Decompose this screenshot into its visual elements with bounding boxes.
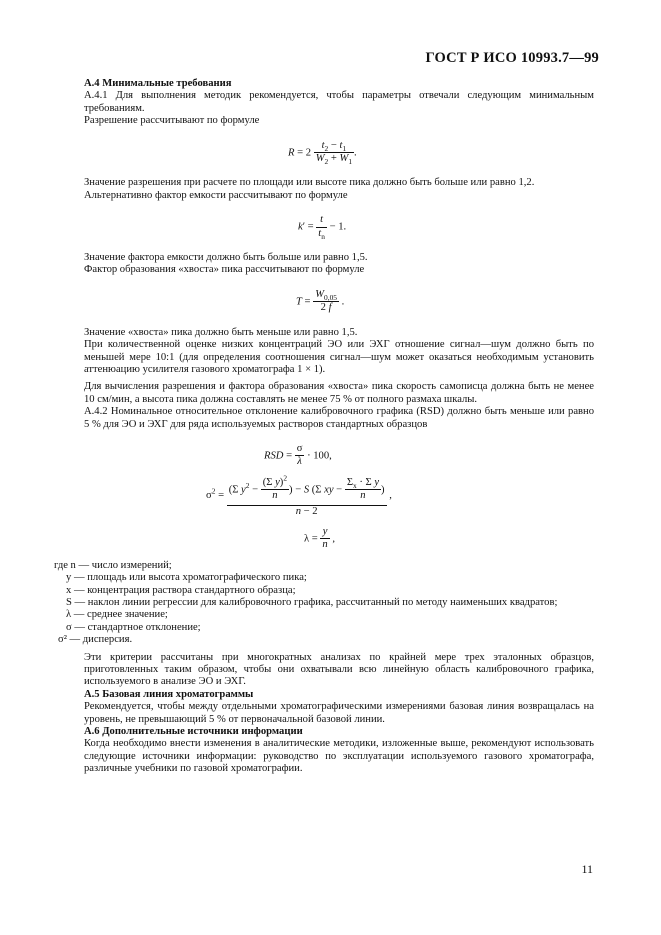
standard-header: ГОСТ Р ИСО 10993.7—99: [425, 50, 599, 66]
resolution-value: Значение разрешения при расчете по площади или высоте пика должно быть больше или равно 1,2.: [84, 177, 535, 189]
definition-n: где n — число измерений;: [54, 559, 172, 571]
formula-tail: T = $\frac{W_{0,05}}{2 f}$ .: [296, 288, 345, 314]
formula-capacity: k′ = $\frac{t}{t_n}$ − 1.: [298, 214, 347, 241]
document-body: [54, 78, 594, 776]
definition-x: x — концентрация раствора стандартного образца;: [66, 584, 296, 596]
resolution-intro: Разрешение рассчитывают по формуле: [84, 115, 260, 127]
tail-intro: Фактор образования «хвоста» пика рассчитывают по формуле: [84, 264, 365, 276]
speed-paragraph: Для вычисления разрешения и фактора образования «хвоста» пика скорость самописца должна быть не менее 10 см/мин, а высота пика должна составлять не менее 75 % от полного размаха шкалы.: [84, 381, 594, 405]
definition-sigma: σ — стандартное отклонение;: [66, 621, 201, 633]
definition-lambda: λ — среднее значение;: [66, 609, 168, 621]
formula-resolution: R = 2 $\frac{t_2 - t_1}{W_2 + W_1}$ .: [288, 139, 357, 167]
section-a4-title: А.4 Минимальные требования: [84, 78, 232, 89]
definition-s: S — наклон линии регрессии для калибровочного графика, рассчитанный по методу наименьших квадратов;: [66, 597, 558, 608]
paragraph-a6: Когда необходимо внести изменения в аналитические методики, изложенные выше, рекомендуют использовать следующие источники информации: руководство по эксплуатации используемого газового хроматографа, различные учебники по газовой хроматографии.: [84, 738, 594, 775]
paragraph-a42: А.4.2 Номинальное относительное отклонение калибровочного графика (RSD) должно быть меньше или равно 5 % для ЭО и ЭХГ для ряда используемых растворов стандартных образцов: [84, 406, 594, 430]
definition-sigma2: σ² — дисперсия.: [58, 634, 133, 646]
definition-y: y — площадь или высота хроматографического пика;: [66, 572, 307, 584]
tail-value: Значение «хвоста» пика должно быть меньше или равно 1,5.: [84, 326, 358, 338]
paragraph-a5: Рекомендуется, чтобы между отдельными хроматографическими измерениями базовая линия возвращалась на уровень, не превышающий 5 % от первоначальной базовой линии.: [84, 701, 594, 725]
formula-rsd: RSD = $\frac{\sigma}{\lambda}$ · 100,: [264, 442, 332, 468]
capacity-intro: Альтернативно фактор емкости рассчитывают по формуле: [84, 189, 348, 201]
section-a6-title: А.6 Дополнительные источники информации: [84, 726, 303, 738]
paragraph-a41: А.4.1 Для выполнения методик рекомендуется, чтобы параметры отвечали следующим минимальным требованиям.: [84, 90, 594, 114]
noise-paragraph: При количественной оценке низких концентраций ЭО или ЭХГ отношение сигнал—шум должно быть по меньшей мере 10:1 (для определения соотношения сигнал—шум может оказаться необходимым установить аттенюацию усилителя газового хроматографа 1 × 1).: [84, 339, 594, 375]
formula-variance: $\sigma^2$ = (Σ $y^2$ − $\frac{(\Sigma y)^2}{n}$ ) − S (Σ xy − $\frac{\Sigma_x \cdot \Sigma y}{n}$ ) n − 2 ,: [206, 473, 392, 517]
formula-lambda: λ = $\frac{y}{n}$ ,: [304, 525, 336, 551]
section-a5-title: А.5 Базовая линия хроматограммы: [84, 688, 254, 700]
capacity-value: Значение фактора емкости должно быть больше или равно 1,5.: [84, 252, 368, 264]
criteria-paragraph: Эти критерии рассчитаны при многократных анализах по крайней мере трех эталонных образцов, приготовленных таким образом, чтобы они охватывали всю линейную область калибровочного графика, используемого в анализе ЭО и ЭХГ.: [84, 651, 594, 688]
page-number: 11: [581, 862, 593, 876]
